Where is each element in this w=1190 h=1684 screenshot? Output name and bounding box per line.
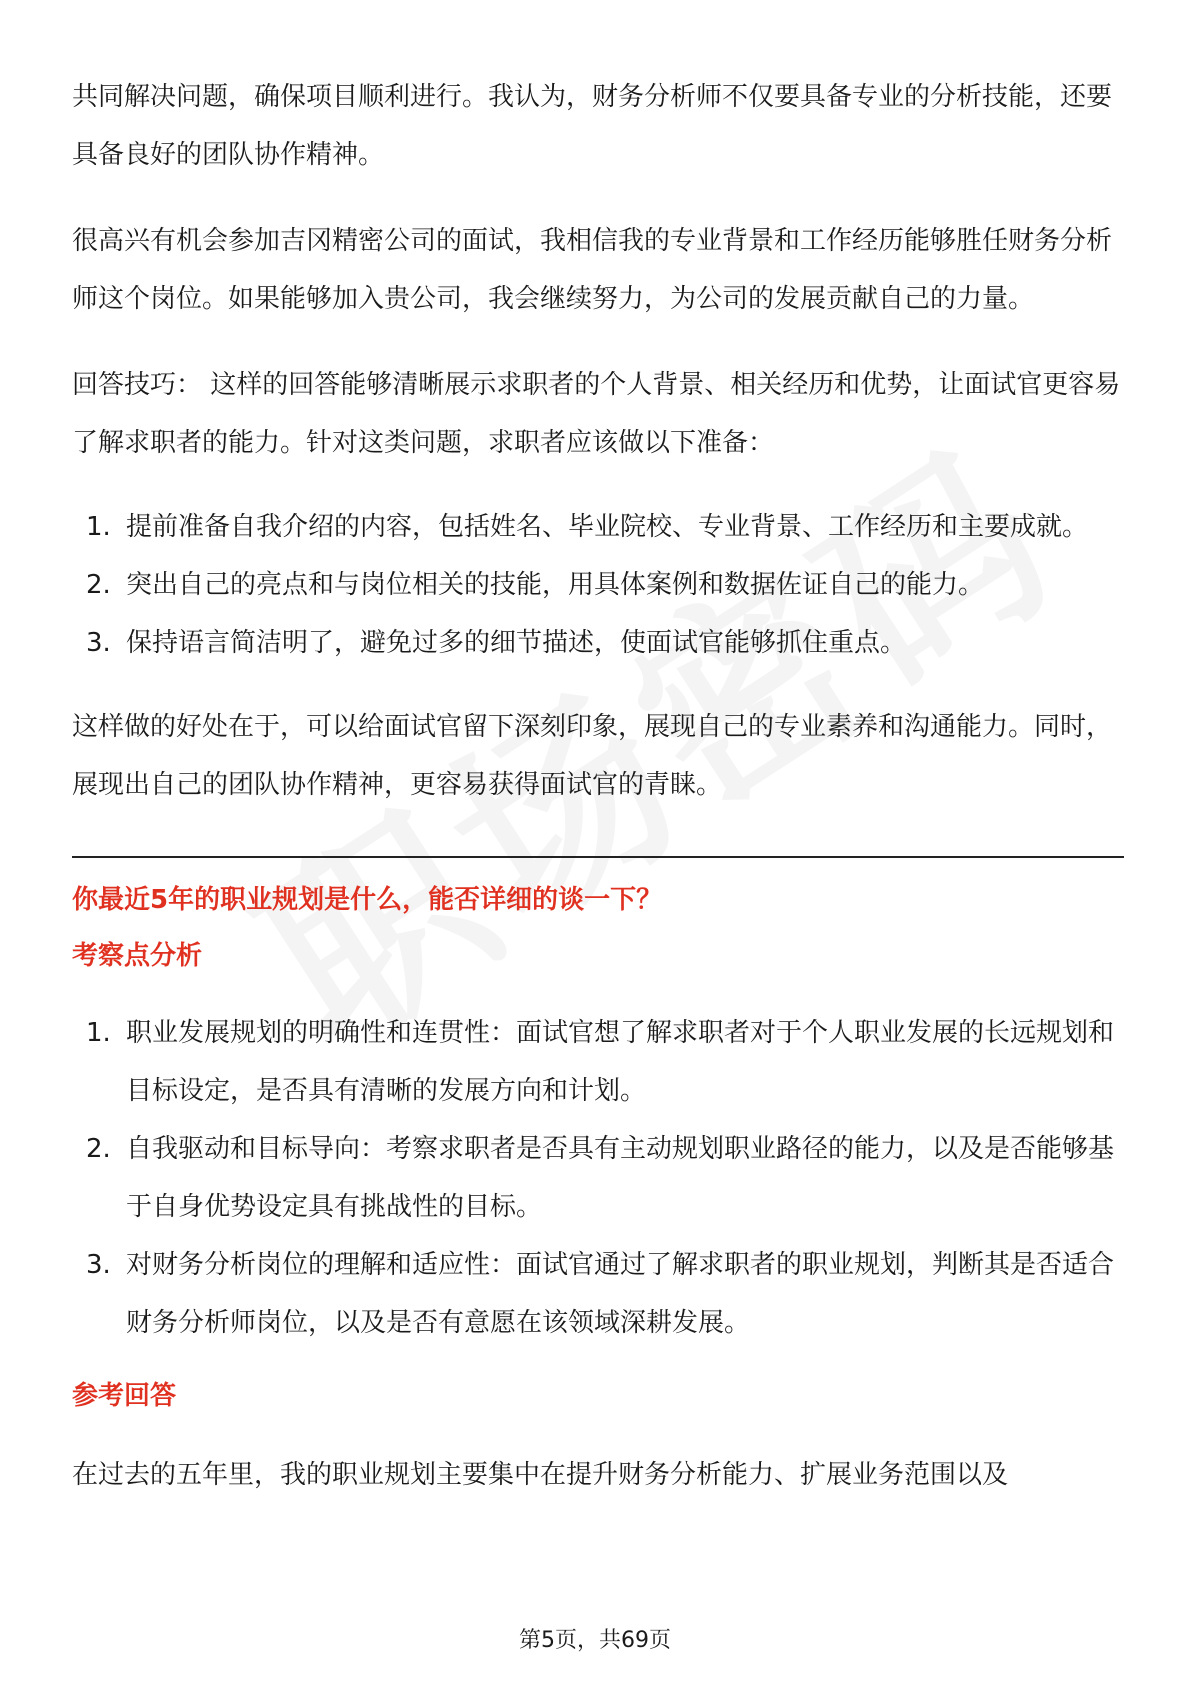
answer-tips-paragraph: 回答技巧： 这样的回答能够清晰展示求职者的个人背景、相关经历和优势，让面试官更容易了解求职者的能力。针对这类问题，求职者应该做以下准备： (72, 370, 1121, 458)
list-item-text: 突出自己的亮点和与岗位相关的技能，用具体案例和数据佐证自己的能力。 (126, 570, 985, 600)
answer-heading: 参考回答 (72, 1381, 177, 1411)
list-item (72, 1004, 1124, 1120)
list-item (72, 498, 1124, 556)
answer-paragraph: 在过去的五年里，我的职业规划主要集中在提升财务分析能力、扩展业务范围以及 (72, 1460, 1009, 1490)
list-number: 2. (86, 570, 111, 600)
document-body (72, 68, 1124, 1504)
list-item (72, 556, 1124, 614)
list-item (72, 1120, 1124, 1236)
summary-paragraph: 这样做的好处在于，可以给面试官留下深刻印象，展现自己的专业素养和沟通能力。同时，展现出自己的团队协作精神，更容易获得面试官的青睐。 (72, 712, 1113, 800)
question-heading: 你最近5年的职业规划是什么，能否详细的谈一下？ (72, 885, 663, 915)
list-item (72, 1236, 1124, 1352)
analysis-list (72, 1004, 1124, 1352)
list-number: 3. (86, 1250, 111, 1280)
list-item-text: 对财务分析岗位的理解和适应性：面试官通过了解求职者的职业规划，判断其是否适合财务分析师岗位，以及是否有意愿在该领域深耕发展。 (126, 1250, 1115, 1338)
list-item-text: 职业发展规划的明确性和连贯性：面试官想了解求职者对于个人职业发展的长远规划和目标设定，是否具有清晰的发展方向和计划。 (126, 1018, 1115, 1106)
analysis-heading: 考察点分析 (72, 941, 203, 971)
page-number: 第5页，共69页 (519, 1628, 671, 1653)
list-number: 2. (86, 1134, 111, 1164)
list-item (72, 614, 1124, 672)
list-item-text: 保持语言简洁明了，避免过多的细节描述，使面试官能够抓住重点。 (126, 628, 907, 658)
list-number: 1. (86, 512, 111, 542)
intro-paragraph-2: 很高兴有机会参加吉冈精密公司的面试，我相信我的专业背景和工作经历能够胜任财务分析师这个岗位。如果能够加入贵公司，我会继续努力，为公司的发展贡献自己的力量。 (72, 226, 1113, 314)
list-item-text: 自我驱动和目标导向：考察求职者是否具有主动规划职业路径的能力，以及是否能够基于自身优势设定具有挑战性的目标。 (126, 1134, 1115, 1222)
list-number: 1. (86, 1018, 111, 1048)
list-item-text: 提前准备自我介绍的内容，包括姓名、毕业院校、专业背景、工作经历和主要成就。 (126, 512, 1089, 542)
intro-paragraph-1: 共同解决问题，确保项目顺利进行。我认为，财务分析师不仅要具备专业的分析技能，还要具备良好的团队协作精神。 (72, 82, 1113, 170)
list-number: 3. (86, 628, 111, 658)
tips-list (72, 498, 1124, 672)
